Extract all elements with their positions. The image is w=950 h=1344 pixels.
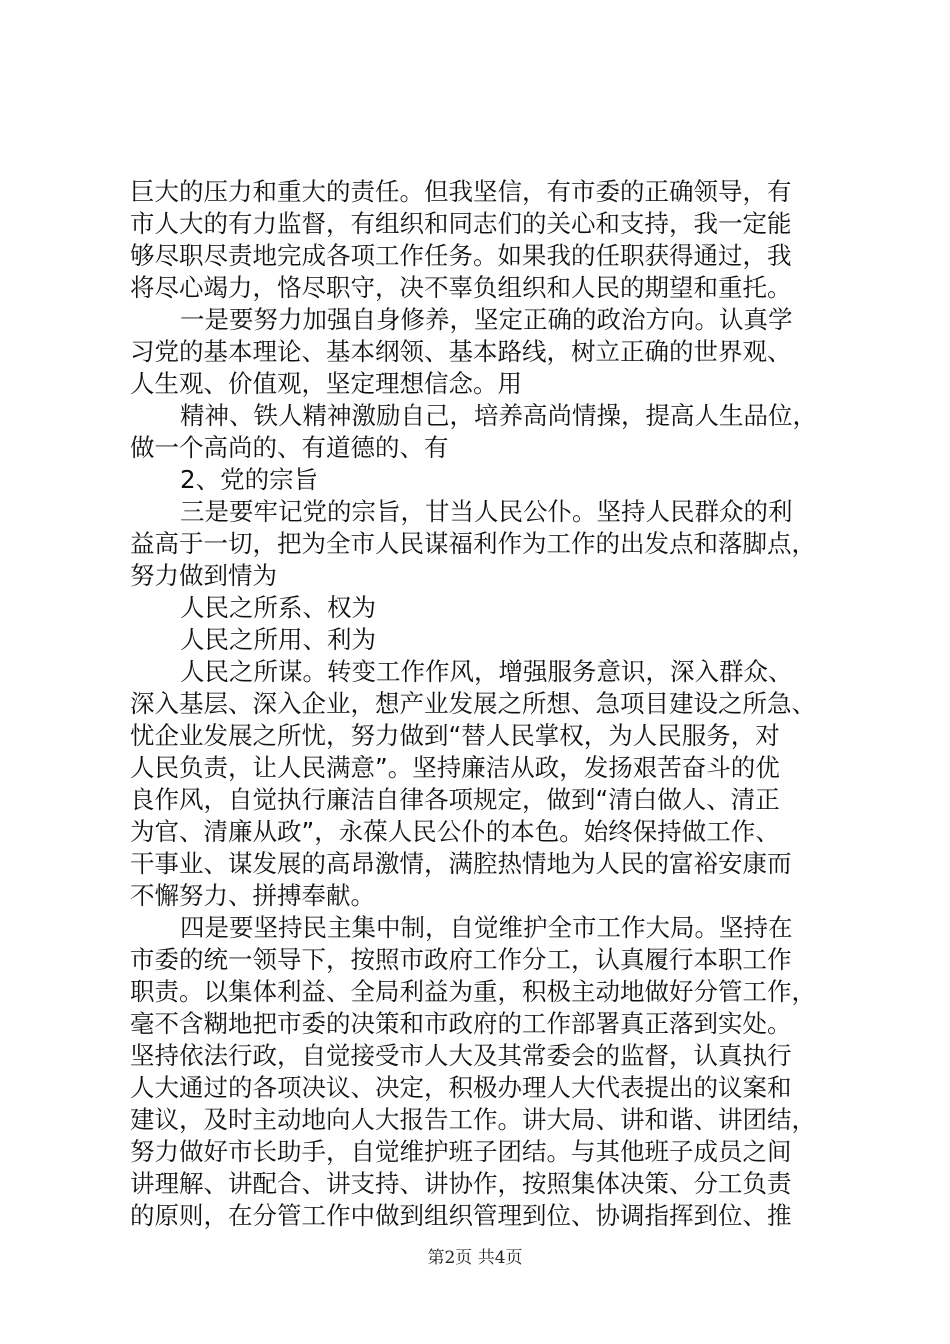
text-line: 不懈努力、拼搏奉献。 — [130, 881, 375, 910]
text-line: 人民之所用、利为 — [180, 625, 376, 654]
text-line: 干事业、谋发展的高昂激情，满腔热情地为人民的富裕安康而 — [130, 849, 792, 878]
text-line: 人民之所谋。转变工作作风，增强服务意识，深入群众、 — [180, 657, 793, 686]
text-line: 坚持依法行政，自觉接受市人大及其常委会的监督，认真执行 — [130, 1041, 792, 1070]
text-line: 人民负责，让人民满意”。坚持廉洁从政，发扬艰苦奋斗的优 — [130, 753, 780, 782]
text-line: 益高于一切，把为全市人民谋福利作为工作的出发点和落脚点， — [130, 529, 816, 558]
text-line: 讲理解、讲配合、讲支持、讲协作，按照集体决策、分工负责 — [130, 1169, 792, 1198]
document-body — [130, 176, 830, 1232]
text-line: 努力做好市长助手，自觉维护班子团结。与其他班子成员之间 — [130, 1137, 792, 1166]
text-line: 做一个高尚的、有道德的、有 — [130, 433, 449, 462]
text-line: 为官、清廉从政”，永葆人民公仆的本色。始终保持做工作、 — [130, 817, 780, 846]
text-line: 人大通过的各项决议、决定，积极办理人大代表提出的议案和 — [130, 1073, 792, 1102]
text-line: 2、党的宗旨 — [180, 465, 319, 494]
text-line: 一是要努力加强自身修养，坚定正确的政治方向。认真学 — [180, 305, 793, 334]
text-line: 市人大的有力监督，有组织和同志们的关心和支持，我一定能 — [130, 209, 792, 238]
text-line: 三是要牢记党的宗旨，甘当人民公仆。坚持人民群众的利 — [180, 497, 793, 526]
text-line: 四是要坚持民主集中制，自觉维护全市工作大局。坚持在 — [180, 913, 793, 942]
text-line: 精神、铁人精神激励自己，培养高尚情操，提高人生品位， — [180, 401, 817, 430]
text-line: 良作风，自觉执行廉洁自律各项规定，做到“清白做人、清正 — [130, 785, 780, 814]
page-footer: 第2页 共4页 — [427, 1248, 523, 1268]
text-line: 忧企业发展之所忧，努力做到“替人民掌权，为人民服务，对 — [130, 721, 780, 750]
text-line: 人生观、价值观，坚定理想信念。用 — [130, 369, 522, 398]
text-line: 够尽职尽责地完成各项工作任务。如果我的任职获得通过，我 — [130, 241, 792, 270]
text-line: 努力做到情为 — [130, 561, 277, 590]
text-line: 职责。以集体利益、全局利益为重，积极主动地做好分管工作， — [130, 977, 816, 1006]
text-line: 习党的基本理论、基本纲领、基本路线，树立正确的世界观、 — [130, 337, 792, 366]
text-line: 将尽心竭力，恪尽职守，决不辜负组织和人民的期望和重托。 — [130, 273, 792, 302]
text-line: 建议，及时主动地向人大报告工作。讲大局、讲和谐、讲团结， — [130, 1105, 816, 1134]
text-line: 巨大的压力和重大的责任。但我坚信，有市委的正确领导，有 — [130, 177, 792, 206]
text-line: 毫不含糊地把市委的决策和市政府的工作部署真正落到实处。 — [130, 1009, 792, 1038]
text-line: 深入基层、深入企业，想产业发展之所想、急项目建设之所急、 — [130, 689, 816, 718]
text-line: 的原则，在分管工作中做到组织管理到位、协调指挥到位、推 — [130, 1201, 792, 1230]
text-line: 市委的统一领导下，按照市政府工作分工，认真履行本职工作 — [130, 945, 792, 974]
text-line: 人民之所系、权为 — [180, 593, 376, 622]
